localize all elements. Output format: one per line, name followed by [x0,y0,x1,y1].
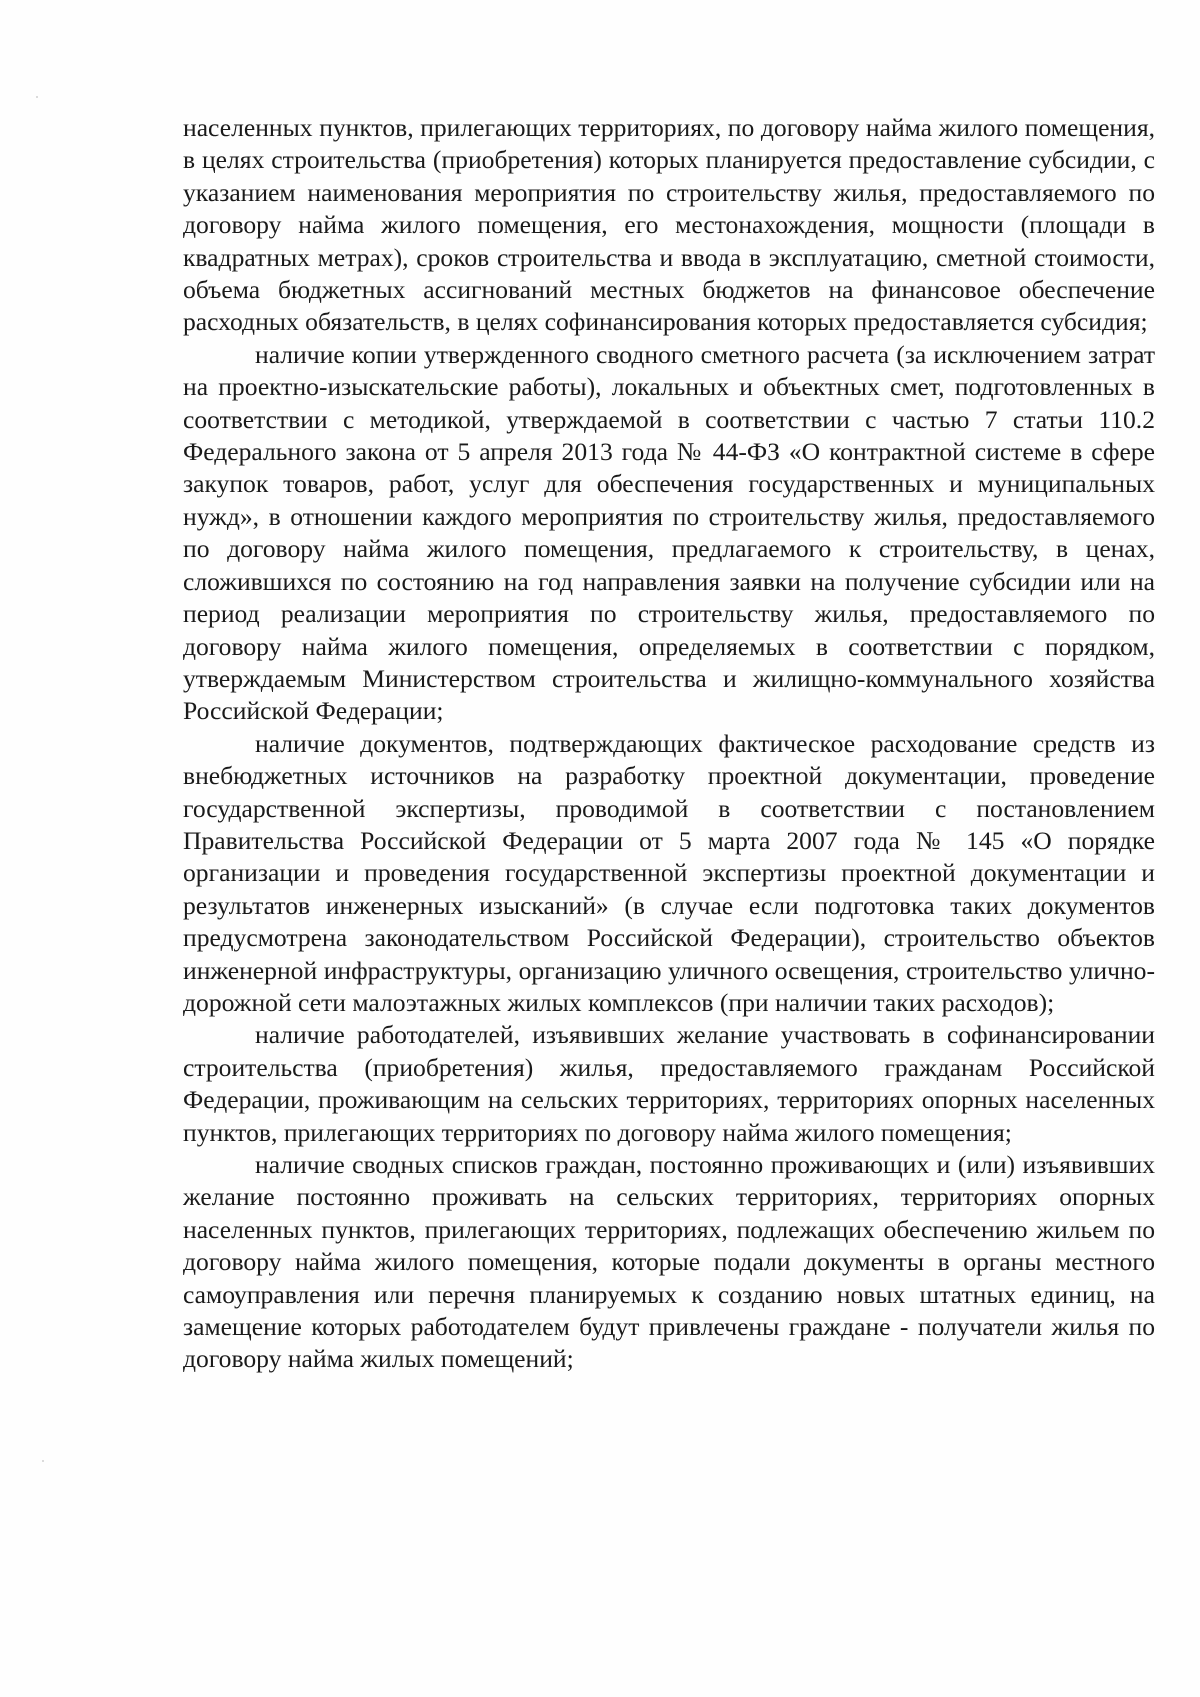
paragraph-2: наличие копии утвержденного сводного сметного расчета (за исключением затрат на проектно-изыскательские работы), локальных и объектных смет, подготовленных в соответствии с методикой, утверждаемой в соответствии с частью 7 статьи 110.2 Федерального закона от 5 апреля 2013 года № 44-ФЗ «О контрактной системе в сфере закупок товаров, работ, услуг для обеспечения государственных и муниципальных нужд», в отношении каждого мероприятия по строительству жилья, предоставляемого по договору найма жилого помещения, предлагаемого к строительству, в ценах, сложившихся по состоянию на год направления заявки на получение субсидии или на период реализации мероприятия по строительству жилья, предоставляемого по договору найма жилого помещения, определяемых в соответствии с порядком, утверждаемым Министерством строительства и жилищно-коммунального хозяйства Российской Федерации; [183,339,1155,726]
paragraph-5: наличие сводных списков граждан, постоянно проживающих и (или) изъявивших желание постоянно проживать на сельских территориях, территориях опорных населенных пунктов, прилегающих территориях, подлежащих обеспечению жильем по договору найма жилого помещения, которые подали документы в органы местного самоуправления или перечня планируемых к созданию новых штатных единиц, на замещение которых работодателем будут привлечены граждане - получатели жилья по договору найма жилых помещений; [183,1150,1155,1374]
document-body [183,112,1155,1376]
paragraph-4: наличие работодателей, изъявивших желание участвовать в софинансировании строительства (приобретения) жилья, предоставляемого гражданам Российской Федерации, проживающим на сельских территориях, территориях опорных населенных пунктов, прилегающих территориях по договору найма жилого помещения; [183,1020,1155,1147]
paragraph-1: населенных пунктов, прилегающих территориях, по договору найма жилого помещения, в целях строительства (приобретения) которых планируется предоставление субсидии, с указанием наименования мероприятия по строительству жилья, предоставляемого по договору найма жилого помещения, его местонахождения, мощности (площади в квадратных метрах), сроков строительства и ввода в эксплуатацию, сметной стоимости, объема бюджетных ассигнований местных бюджетов на финансовое обеспечение расходных обязательств, в целях софинансирования которых предоставляется субсидия; [183,113,1155,337]
scan-speck [42,1460,44,1462]
scan-speck [36,96,38,98]
paragraph-3: наличие документов, подтверждающих фактическое расходование средств из внебюджетных источников на разработку проектной документации, проведение государственной экспертизы, проводимой в соответствии с постановлением Правительства Российской Федерации от 5 марта 2007 года № 145 «О порядке организации и проведения государственной экспертизы проектной документации и результатов инженерных изысканий» (в случае если подготовка таких документов предусмотрена законодательством Российской Федерации), строительство объектов инженерной инфраструктуры, организацию уличного освещения, строительство улично-дорожной сети малоэтажных жилых комплексов (при наличии таких расходов); [183,728,1155,1017]
